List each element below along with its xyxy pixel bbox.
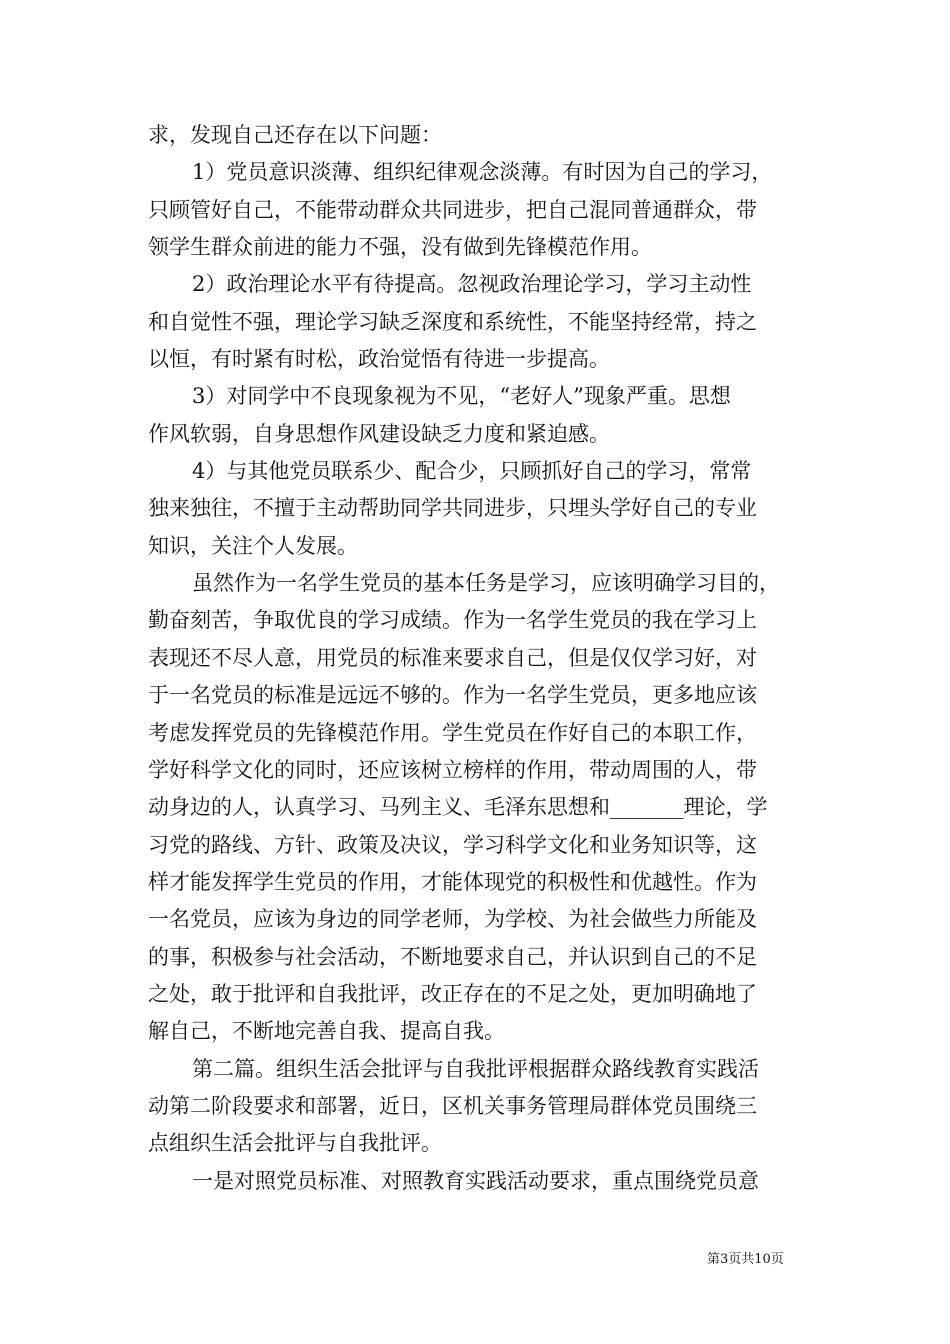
text-line: 虽然作为一名学生党员的基本任务是学习，应该明确学习目的， [192, 571, 780, 596]
text-line: 3）对同学中不良现象视为不见，“老好人”现象严重。思想 [192, 384, 731, 409]
paragraph [148, 565, 808, 1050]
text-line: 作风软弱，自身思想作风建设缺乏力度和紧迫感。 [148, 421, 610, 446]
paragraph [148, 154, 808, 266]
text-line: 学好科学文化的同时，还应该树立榜样的作用，带动周围的人，带 [148, 757, 757, 782]
paragraph [148, 453, 808, 565]
text-line: 领学生群众前进的能力不强，没有做到先锋模范作用。 [148, 235, 652, 260]
text-line: 动身边的人，认真学习、马列主义、毛泽东思想和_______理论，学 [148, 795, 768, 820]
text-line: 的事，积极参与社会活动，不断地要求自己，并认识到自己的不足 [148, 944, 757, 969]
text-line: 一是对照党员标准、对照教育实践活动要求，重点围绕党员意 [192, 1168, 759, 1193]
text-line: 之处，敢于批评和自我批评，改正存在的不足之处，更加明确地了 [148, 981, 757, 1006]
text-line: 点组织生活会批评与自我批评。 [148, 1131, 442, 1156]
text-line: 2）政治理论水平有待提高。忽视政治理论学习，学习主动性 [192, 272, 752, 297]
document-body [148, 117, 808, 1200]
text-line: 求，发现自己还存在以下问题： [148, 123, 442, 147]
text-line: 第二篇。组织生活会批评与自我批评根据群众路线教育实践活 [192, 1056, 759, 1081]
text-line: 和自觉性不强，理论学习缺乏深度和系统性，不能坚持经常，持之 [148, 309, 757, 334]
paragraph [148, 1051, 808, 1163]
text-line: 习党的路线、方针、政策及决议，学习科学文化和业务知识等，这 [148, 832, 757, 857]
paragraph [148, 266, 808, 378]
text-line: 以恒，有时紧有时松，政治觉悟有待进一步提高。 [148, 347, 610, 372]
text-line: 考虑发挥党员的先锋模范作用。学生党员在作好自己的本职工作， [148, 720, 757, 745]
text-line: 样才能发挥学生党员的作用，才能体现党的积极性和优越性。作为 [148, 869, 757, 894]
text-line: 4）与其他党员联系少、配合少，只顾抓好自己的学习，常常 [192, 459, 752, 484]
text-line: 1）党员意识淡薄、组织纪律观念淡薄。有时因为自己的学习， [192, 160, 773, 185]
paragraph [148, 1163, 808, 1200]
text-line: 勤奋刻苦，争取优良的学习成绩。作为一名学生党员的我在学习上 [148, 608, 757, 633]
text-line: 只顾管好自己，不能带动群众共同进步，把自己混同普通群众，带 [148, 197, 757, 222]
paragraph [148, 378, 808, 453]
text-line: 动第二阶段要求和部署，近日，区机关事务管理局群体党员围绕三 [148, 1093, 757, 1118]
page-number: 第3页共10页 [707, 1252, 784, 1267]
paragraph [148, 117, 808, 154]
text-line: 于一名党员的标准是远远不够的。作为一名学生党员，更多地应该 [148, 683, 757, 708]
text-line: 表现还不尽人意，用党员的标准来要求自己，但是仅仅学习好，对 [148, 645, 757, 670]
text-line: 独来独往，不擅于主动帮助同学共同进步，只埋头学好自己的专业 [148, 496, 757, 521]
text-line: 解自己，不断地完善自我、提高自我。 [148, 1019, 505, 1044]
text-line: 一名党员，应该为身边的同学老师，为学校、为社会做些力所能及 [148, 907, 757, 932]
text-line: 知识，关注个人发展。 [148, 533, 358, 558]
